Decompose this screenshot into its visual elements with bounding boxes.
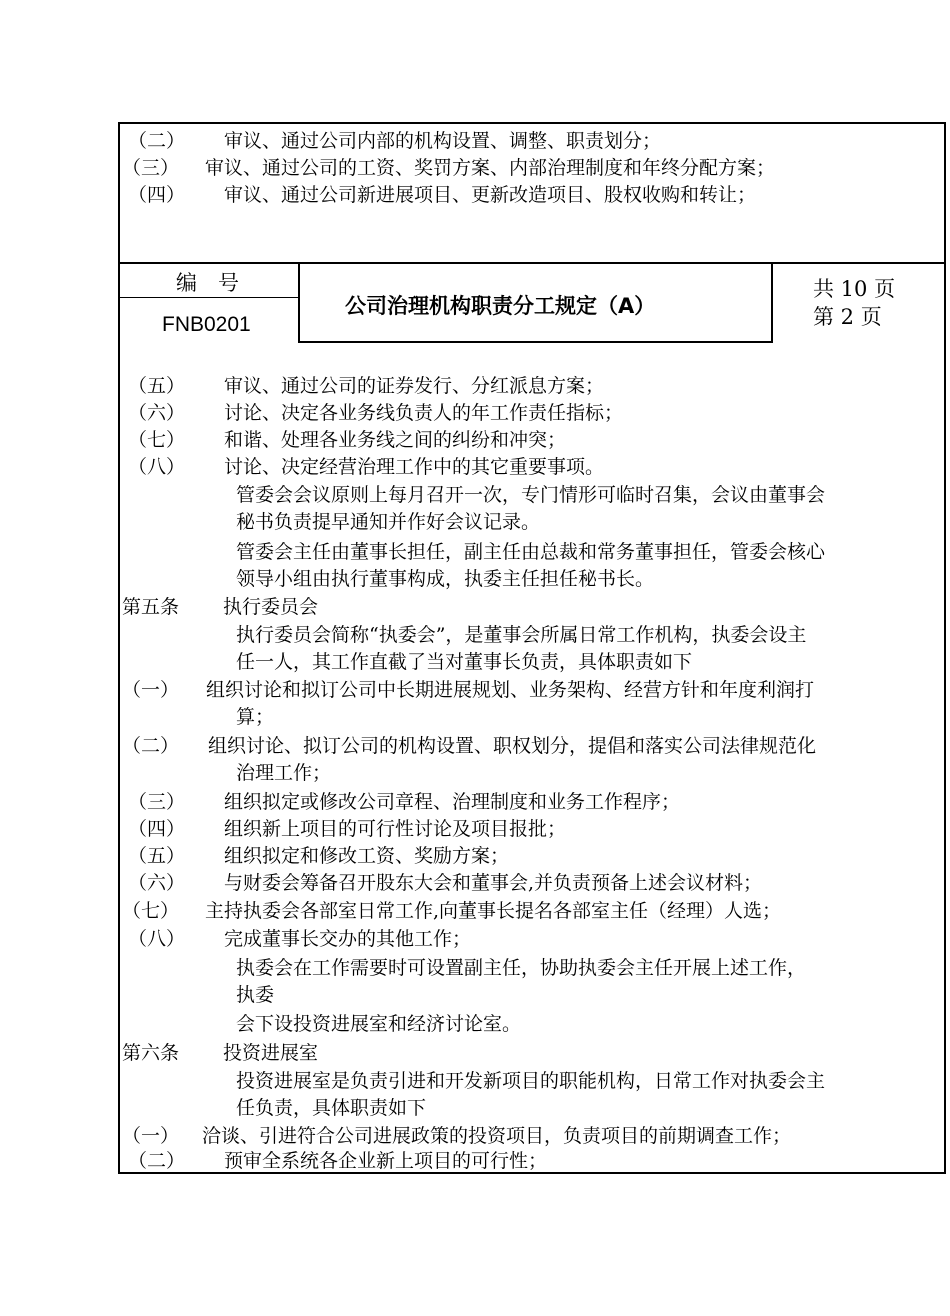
paragraph-line: 执委会在工作需要时可设置副主任，协助执委会主任开展上述工作， bbox=[236, 957, 807, 979]
item-text: 主持执委会各部室日常工作,向董事长提名各部室主任（经理）人选； bbox=[205, 900, 782, 922]
item-text: 组织拟定或修改公司章程、治理制度和业务工作程序； bbox=[224, 791, 681, 813]
item-text: 审议、通过公司内部的机构设置、调整、职责划分； bbox=[224, 130, 662, 152]
paragraph-line: 任一人，其工作直截了当对董事长负责，具体职责如下 bbox=[236, 651, 693, 673]
item-number: （一） bbox=[122, 1125, 180, 1147]
item-number: （四） bbox=[128, 184, 186, 206]
item-text: 与财委会筹备召开股东大会和董事会,并负责预备上述会议材料； bbox=[224, 872, 763, 894]
item-number: （五） bbox=[128, 375, 186, 397]
paragraph-line: 管委会会议原则上每月召开一次，专门情形可临时召集，会议由董事会 bbox=[236, 484, 826, 506]
document-code: FNB0201 bbox=[162, 313, 251, 336]
item-number: （四） bbox=[128, 818, 186, 840]
code-label: 编 号 bbox=[176, 271, 239, 295]
header-vertical-divider-left bbox=[298, 262, 300, 343]
item-continuation: 治理工作； bbox=[236, 762, 332, 784]
item-number: （二） bbox=[128, 130, 186, 152]
paragraph-line: 秘书负责提早通知并作好会议记录。 bbox=[236, 511, 541, 533]
item-number: （五） bbox=[128, 845, 186, 867]
item-text: 讨论、决定经营治理工作中的其它重要事项。 bbox=[224, 456, 605, 478]
item-text: 组织讨论、拟订公司的机构设置、职权划分，提倡和落实公司法律规范化 bbox=[208, 735, 817, 757]
item-number: （六） bbox=[128, 872, 186, 894]
paragraph-line: 执行委员会简称“执委会”，是董事会所属日常工作机构，执委会设主 bbox=[236, 624, 807, 646]
item-number: （六） bbox=[128, 402, 186, 424]
header-top-rule bbox=[118, 262, 946, 264]
item-number: （三） bbox=[128, 791, 186, 813]
paragraph-line: 管委会主任由董事长担任，副主任由总裁和常务董事担任，管委会核心 bbox=[236, 541, 826, 563]
paragraph-line: 任负责，具体职责如下 bbox=[236, 1097, 427, 1119]
header-vertical-divider-right bbox=[771, 262, 773, 343]
header-bottom-rule bbox=[298, 341, 773, 343]
page-number: 第 2 页 bbox=[813, 305, 882, 329]
item-number: （七） bbox=[122, 900, 180, 922]
item-continuation: 算； bbox=[236, 706, 275, 728]
document-title: 公司治理机构职责分工规定（A） bbox=[345, 294, 656, 318]
paragraph-line: 投资进展室是负责引进和开发新项目的职能机构，日常工作对执委会主 bbox=[236, 1070, 826, 1092]
item-text: 和谐、处理各业务线之间的纠纷和冲突； bbox=[224, 429, 567, 451]
item-text: 洽谈、引进符合公司进展政策的投资项目，负责项目的前期调查工作； bbox=[202, 1125, 792, 1147]
article-title: 投资进展室 bbox=[223, 1042, 319, 1064]
paragraph-line: 执委 bbox=[236, 984, 275, 1006]
item-text: 讨论、决定各业务线负责人的年工作责任指标； bbox=[224, 402, 624, 424]
paragraph-line: 领导小组由执行董事构成，执委主任担任秘书长。 bbox=[236, 568, 655, 590]
article-label: 第六条 bbox=[122, 1042, 180, 1064]
item-number: （三） bbox=[122, 157, 180, 179]
item-number: （八） bbox=[128, 928, 186, 950]
item-text: 预审全系统各企业新上项目的可行性； bbox=[224, 1150, 548, 1172]
item-number: （八） bbox=[128, 456, 186, 478]
item-number: （七） bbox=[128, 429, 186, 451]
code-cell-divider bbox=[120, 297, 300, 298]
item-text: 完成董事长交办的其他工作； bbox=[224, 928, 472, 950]
item-number: （二） bbox=[122, 735, 180, 757]
item-text: 组织讨论和拟订公司中长期进展规划、业务架构、经营方针和年度利润打 bbox=[206, 679, 815, 701]
total-pages: 共 10 页 bbox=[813, 277, 896, 301]
item-text: 审议、通过公司新进展项目、更新改造项目、股权收购和转让； bbox=[224, 184, 757, 206]
paragraph-line: 会下设投资进展室和经济讨论室。 bbox=[236, 1013, 522, 1035]
item-text: 组织新上项目的可行性讨论及项目报批； bbox=[224, 818, 567, 840]
item-number: （二） bbox=[128, 1150, 186, 1172]
item-text: 审议、通过公司的证券发行、分红派息方案； bbox=[224, 375, 605, 397]
article-title: 执行委员会 bbox=[223, 596, 319, 618]
item-text: 审议、通过公司的工资、奖罚方案、内部治理制度和年终分配方案； bbox=[205, 157, 776, 179]
item-text: 组织拟定和修改工资、奖励方案； bbox=[224, 845, 510, 867]
article-label: 第五条 bbox=[122, 596, 180, 618]
item-number: （一） bbox=[122, 679, 180, 701]
